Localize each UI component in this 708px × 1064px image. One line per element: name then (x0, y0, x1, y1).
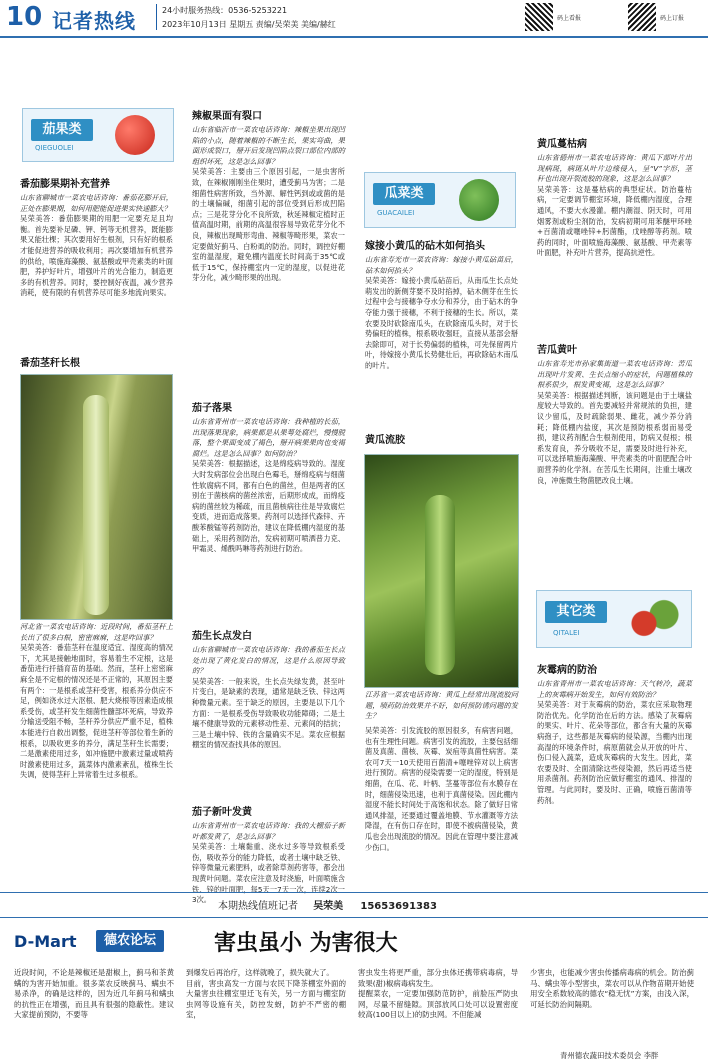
hotline-label: 本期热线值班记者 (218, 901, 298, 912)
category-melon (364, 172, 516, 228)
reporter-phone: 15653691383 (360, 901, 437, 912)
banner-column-1: 近段时间，不论是辣椒还是甜椒上，蓟马和茶黄螨的为害开始加重。很多菜农反映蓟马、螨虫不易杀净，的确是这样的，因为近几年蓟马和螨虫的抗性正在增强，而且具有很强的隐蔽性。建议大家提前预防，不要等 (14, 968, 174, 1020)
article-title: 灰霉病的防治 (537, 665, 597, 676)
article-question: 山东省聊城市一菜农电话咨询：番茄花膨开后，正处在膨果期，如何用肥能促进果实快速膨大？ (20, 193, 173, 213)
hotline-text: 24小时服务热线：0536-5253221 (162, 6, 288, 15)
category-label: 其它类 (545, 601, 607, 623)
column-tag: 德农论坛 (96, 930, 164, 952)
category-pinyin: QITALEI (553, 629, 580, 637)
tomato-icon (115, 115, 155, 155)
page-number: 10 (6, 2, 43, 32)
category-pinyin: GUACAILEI (377, 209, 415, 217)
article-question: 山东省青州市一菜农电话咨询：我的大棚茄子新叶都发黄了，是怎么回事？ (192, 821, 345, 841)
qr-caption-subscribe: 码上订报 (660, 15, 685, 22)
reporter-name: 吴荣美 (313, 901, 344, 912)
article-title: 茄子新叶发黄 (192, 807, 252, 818)
article-answer: 吴荣美答：土壤黏重、浇水过多等导致根系受伤，吸收养分的能力降低，或者土壤中缺乏铁、锌等微量元素肥料，或者除草剂药害等，都会出现黄叶问题。菜农应注意及时浇施，叶面喷施含铁、锌的叶面肥，每5天一7天一次，连续2次一3次。 (192, 842, 345, 905)
cucumber-icon (459, 179, 499, 221)
article-question: 山东省青州市一菜农电话咨询：我种植的长茄，出现落果现象，病果都是从果萼处腐烂，慢慢脱落，整个果面变成了褐色，掰开病果果肉也变褐腐烂。这是怎么回事？如何防治？ (192, 417, 345, 458)
article-question: 山东省聊城市一菜农电话咨询：我的番茄生长点处出现了黄化发白的情况，这是什么原因导致的？ (192, 645, 345, 676)
banner-column-4: 少害虫，也能减少害虫传播病毒病的机会。防治蓟马、螨虫等小型害虫，菜农可以从作物苗期开始使用安全系数较高的德农“稳无忧”方案，由浅入深，可延长防治间隔期。 (530, 968, 694, 1009)
article-answer: 吴荣美答：主要由三个原因引起，一是虫害所致，在辣椒刚刚坐住果时，遭受蓟马为害；二是细菌性病害所致，当外源、解性钙到或或菌的是的土壤偏碱，细菌引起的部位受到后形成凹陷点；三是花芽分化不良所致，秋延辣椒定植时正值高温时期，前期的高温很容易导致花芽分化不良，辣椒出现畸形弯曲、辣椒等畸形果，菜农一定要做好蓟马、白粉虱的防治。同时，调控好棚室的温湿度，避免棚内温度长时间高于35℃或低于15℃，保持棚室内一定的湿度，以促进花芽分化，减少畸形果的出现。 (192, 167, 345, 283)
article-question: 山东省青州市一菜农电话咨询：天气转冷，蔬菜上的灰霉病开始发生，如何有效防治？ (537, 679, 692, 699)
date-line: 2023年10月13日 星期五 责编/吴荣美 美编/赫红 (162, 20, 336, 29)
article-title: 辣椒果面有裂口 (192, 111, 262, 122)
article-answer: 吴荣美答：引发流胶的原因很多，有病害问题，也有生理性问题。病害引发的流胶，主要包括细菌及真菌、菌核、灰霉、炭疽等真菌性病害。菜农可7天一10天使用百菌清+噻唑锌对以上病害进行预防。病害的侵染需要一定的湿度，特别是细菌，在瓜、花、叶柄、茎蔓等部位有水膜存在时，细菌侵染迅速，也利于真菌侵染。因此棚内湿度不能长时间处于高饱和状态。除了做好日常通风排湿，还要通过覆盖地膜、节水灌溉等方法降湿，在有伤口存在时，即使不被病菌侵染，黄瓜也会出现流胶的情况。因此在管理中要注意减少伤口。 (365, 726, 518, 852)
category-label: 瓜菜类 (373, 183, 435, 205)
article-title: 番茄膨果期补充营养 (20, 179, 110, 190)
article-title: 番茄茎秆长根 (20, 358, 80, 369)
qr-caption-read: 码上看报 (557, 15, 582, 22)
article-answer: 吴荣美答：一般来说，生长点失绿发黄，甚至叶片变白，是缺素的表现，通常是缺乏铁、锌这两种微量元素。至于缺乏的原因，主要是以下几个方面：一是根系受伤导致吸收功能障碍；二是土壤不健康导致的元素移动性差、元素间的拮抗；三是土壤中锌、铁的含量确实不足。菜农应根据棚室的情况查找具体的原因。 (192, 676, 345, 750)
article-answer: 吴荣美答：番茄茎秆在温度适宜、湿度高的情况下，尤其是接触地面时，容易着生不定根，这是番茄进行扦插育苗的基础。然而，茎秆上密密麻麻全是不定根的情况还是不正常的，其原因主要有两个：一是根系或茎秆受害，根系养分供应不足，例如浇水过大沤根、肥大烧根等因素造成根系受伤，或茎秆发生细菌性髓部坏死病，导致养分输送受阻不畅，茎秆养分供应严重不足，植株本能进行自救出调整，促进茎秆等部位着生新的根系，以吸收更多的养分，满足茎秆生长需要；二是激素使用过多，如冲施肥中激素过量或喷药时激素使用过多，蔬菜体内激素紊乱，植株生长失调，使得茎秆上异常着生过多根系。 (20, 643, 173, 780)
banner-column-2: 到爆发后再治疗，这样就晚了，损失就大了。 目前，害虫高发一方面与农民下降茶棚室外面的大量害虫往棚室里迁飞有关，另一方面与棚室防虫网等设施有关，防控发蚜，防护不严密的棚室， (186, 968, 346, 1020)
article-answer: 吴荣美答：对于灰霉病的防治，菜农应采取物理防治优先。化学防治在后的方法。感染了灰霉病的果实、叶片、花朵等部位，都含有大量的灰霉病孢子，这些都是灰霉病的侵染源，当棚内出现高湿的环境条件时，病原菌就会从开放的叶片、伤口侵入蔬菜，造成灰霉病的大发生。因此，菜农要及时、全面清除这些侵染源，然后再适当使用杀菌剂。药剂防治应做好棚室的通风、排湿的管理。与此同时，要及时、正确，喷施百菌清等药剂。 (537, 700, 692, 805)
section-title: 记者热线 (52, 9, 136, 33)
article-question: 河北省一菜农电话咨询：近段时间，番茄茎秆上长出了很多白根，密密麻麻，这是咋回事？ (20, 622, 173, 642)
article-title: 苦瓜黄叶 (537, 345, 577, 356)
category-eggplant (22, 108, 174, 162)
banner-column-3: 害虫发生将更严重，部分虫体还携带病毒病，导致果(甜)椒病毒病发生。 提醒菜农，一定要加强防范防护，前脸压严防虫网，尽量不留缝隙。顶部放风口处可以设置密度较高(100目以上)的防虫网。不但能减 (358, 968, 518, 1020)
page-header (0, 0, 708, 38)
article-title: 茄生长点发白 (192, 631, 252, 642)
brand-logo: D-Mart (14, 932, 77, 951)
bottom-banner (0, 920, 708, 962)
divider (156, 4, 157, 30)
article-title: 黄瓜流胶 (365, 435, 405, 446)
article-question: 山东省临沂市一菜农电话咨询：辣椒坐果出现凹陷的小点，随着辣椒的不断生长，果实弯曲，果面形成裂口，掰开后发现凹陷点裂口部位内部的组织坏死，这是怎么回事？ (192, 125, 345, 166)
tomato-stem-roots-photo (20, 374, 173, 620)
article-answer: 吴荣美答：根据描述，这是绵疫病导致的。湿度大时发病部位会出现白色霉毛，掰绵疫病与细菌性软腐病不同，都有白色的菌丝，但是两者的区别在于菌核病的菌丝浓密，后期形成成，而绵疫病的菌丝较为稀疏，而且菌核病往往是导致腐烂变质，进而造成落果。药剂可以选择代森锌、卉酸苯酸锰等药剂防治，建议在降低棚内湿度的基础上，采用药剂防治，发病初期可喷洒普力克、甲霜灵、烯酰吗啉等药剂进行防治。 (192, 459, 345, 554)
article-question: 山东省德州市一菜农电话咨询：黄瓜下部叶片出现病斑，病斑从叶片边缘侵入，呈“V”字形，茎秆也出现开裂流胶的现象，这是怎么回事？ (537, 153, 692, 184)
banner-signature: 青州德农蔬田技术委员会 李胖 (560, 1051, 659, 1060)
category-label: 茄果类 (31, 119, 93, 141)
article-answer: 吴荣美答：番茄膨果期的用肥一定要充足且均衡。首先要补足磷、钾、钙等无机营养，既能膨果又能壮棵；其次要用好生根剂，只有好的根系才能促进营养的吸收利用；再次要增加有机营养的供给，喷施海藻酸、氨基酸或甲壳素类的叶面肥，养护好叶片，增强叶片的光合能力，制造更多的有机营养。同时，要控制好夜温，减少营养消耗，使有限的有机营养尽可能多地流向果实。 (20, 214, 173, 298)
article-answer: 吴荣美答：根据描述判断，该问题是由于土壤盐度较大导致的。首先要减轻并常规浓的负担，建议少留瓜，及时疏除弱果、雌花，减少养分消耗；降低棚内盐度，其次是预防根系弱而易受损，建议药剂配合生根剂使用，防病又促根；根系发育良，养分吸收不足，需要及时进行补充，可以选择喷施海藻酸、甲壳素类的叶面肥配合叶面营养的化学剂。在苦瓜生长期间，注重土壤改良，冲施微生物菌肥改良土壤。 (537, 390, 692, 485)
banner-headline: 害虫虽小 为害很大 (214, 931, 398, 956)
hotline-strip (0, 892, 708, 918)
cucumber-gummosis-photo (364, 454, 519, 688)
category-other (536, 590, 692, 648)
article-title: 嫁接小黄瓜的砧木如何掐头 (365, 241, 485, 252)
category-pinyin: QIEGUOLEI (35, 144, 74, 152)
article-question: 山东省寿光市孙家集街道一菜农电话咨询：苦瓜出现叶片发黄、生长点缩小的症状，问题植株的根系很少，根发黄变褐，这是怎么回事？ (537, 359, 692, 390)
qr-code-subscribe[interactable] (628, 3, 656, 31)
article-question: 江苏省一菜农电话咨询：黄瓜上经常出现流胶问题，喷药防治效果并不好，如何预防诱问题的发生？ (365, 690, 518, 721)
vegetables-icon (629, 597, 679, 641)
qr-code-read[interactable] (525, 3, 553, 31)
article-question: 山东省寿光市一菜农咨询：嫁接小黄瓜砧苗后，砧木如何掐头？ (365, 255, 518, 275)
article-answer: 吴荣美答：嫁接小黄瓜砧苗后，从南瓜生长点处萌发出的新侧芽要不及时掐掉，砧木侧芽在生长过程中会与接穗争夺水分和养分，由于砧木的争夺能力强于接穗，不利于接穗的生长。所以，菜农要及时砍除南瓜头，在砍除南瓜头时，对于长势偏旺的植株，根系吸收强旺，直接从基部会掰去除即可，对于长势偏弱的植株，可先保留两片叶，待嫁接小黄瓜长势健壮后，再砍除砧木南瓜的叶片。 (365, 276, 518, 370)
article-title: 黄瓜蔓枯病 (537, 139, 587, 150)
article-title: 茄子落果 (192, 403, 232, 414)
article-answer: 吴荣美答：这是蔓枯病的典型症状。防治蔓枯病，一定要调节棚室环境，降低棚内湿度，合理通风，不要大水漫灌。棚内潮湿、阴天时，可用烟雾剂或粉尘剂防治，发病初期可用苯醚甲环唑+百菌清或噻唑锌+肟菌酯，戊唑醇等药剂。喷药的同时，叶面喷施海藻酸、氨基酸、甲壳素等叶面肥，补充叶片营养，提高抗逆性。 (537, 184, 692, 258)
